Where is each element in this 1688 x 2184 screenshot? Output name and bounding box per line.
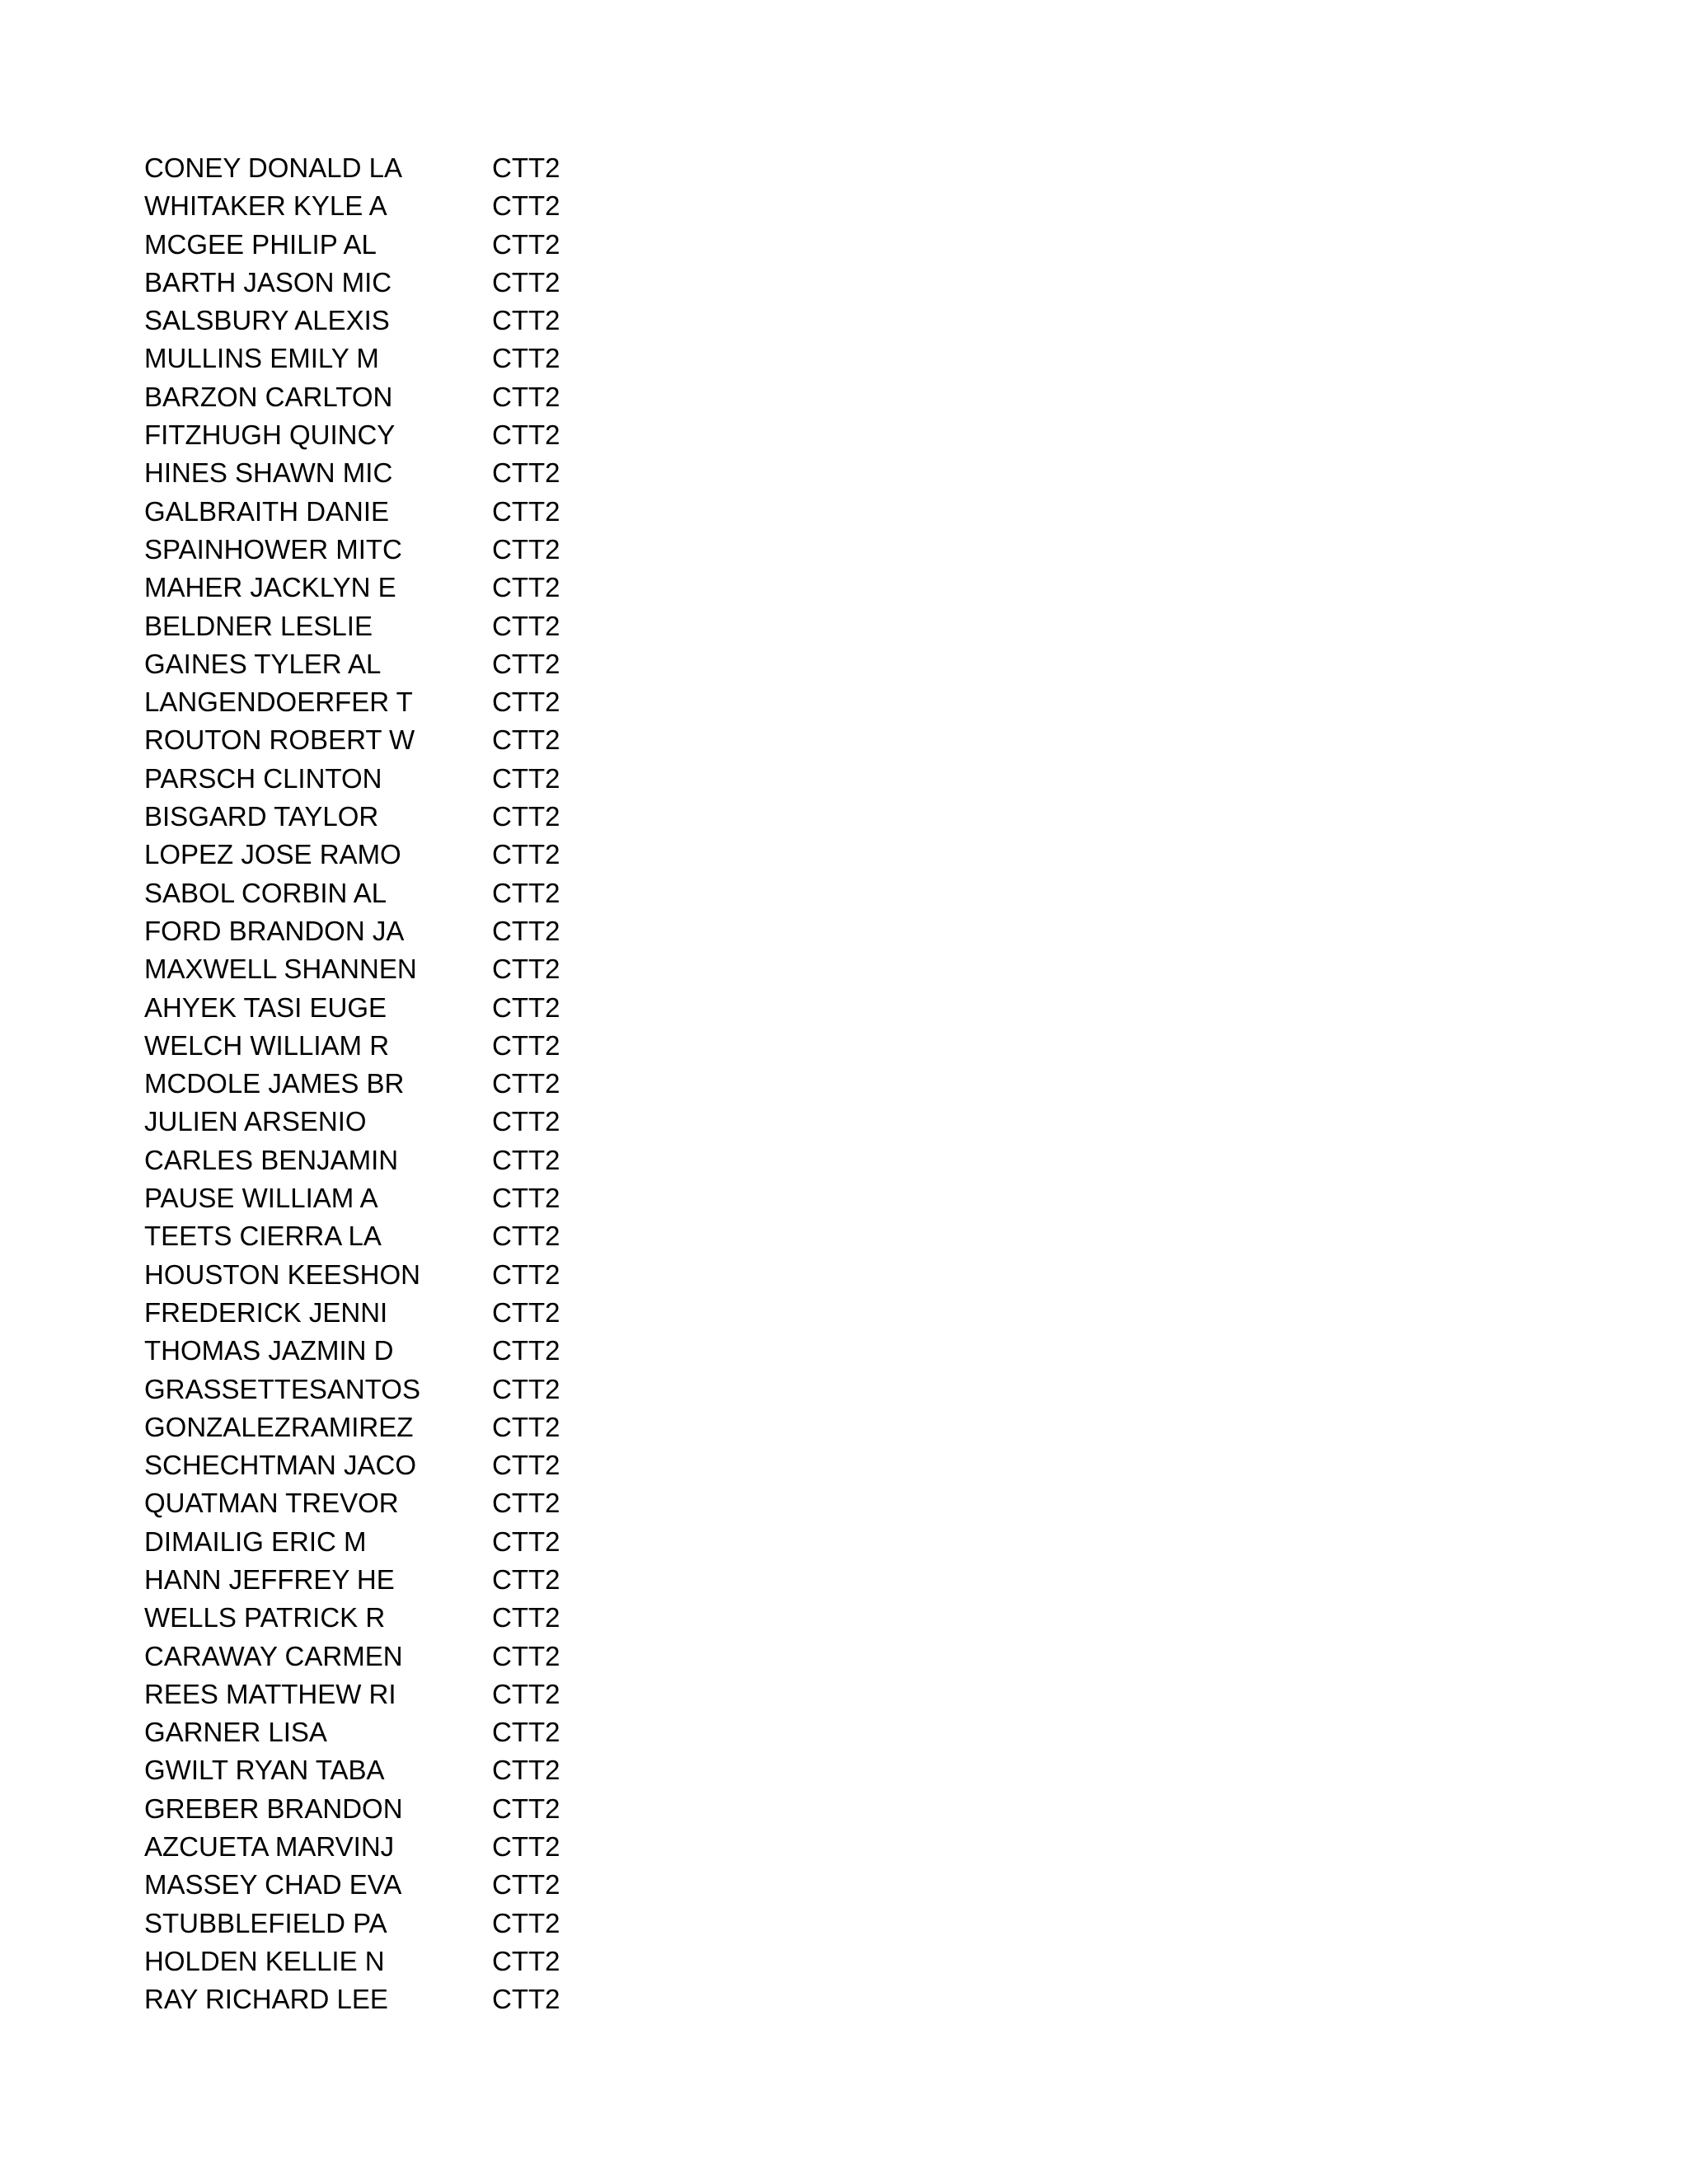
employee-name: LOPEZ JOSE RAMO <box>144 839 401 870</box>
table-row <box>144 226 721 264</box>
table-row <box>144 989 721 1027</box>
employee-name: CONEY DONALD LA <box>144 152 402 183</box>
employee-code: CTT2 <box>492 572 560 603</box>
table-row <box>144 378 721 416</box>
employee-name: GARNER LISA <box>144 1717 327 1748</box>
table-row <box>144 1484 721 1522</box>
employee-name: GONZALEZRAMIREZ <box>144 1411 414 1442</box>
employee-code: CTT2 <box>492 1258 560 1290</box>
employee-name: PAUSE WILLIAM A <box>144 1183 378 1214</box>
table-row <box>144 1371 721 1408</box>
table-row <box>144 1866 721 1904</box>
table-row <box>144 569 721 607</box>
employee-name: CARAWAY CARMEN <box>144 1640 403 1671</box>
employee-name: GAINES TYLER AL <box>144 648 382 679</box>
employee-name: BARZON CARLTON <box>144 381 393 412</box>
employee-code: CTT2 <box>492 1411 560 1442</box>
table-row <box>144 1790 721 1828</box>
table-row <box>144 1561 721 1599</box>
employee-name: MASSEY CHAD EVA <box>144 1869 402 1900</box>
employee-code: CTT2 <box>492 1640 560 1671</box>
table-row <box>144 1751 721 1789</box>
employee-name: MAXWELL SHANNEN <box>144 954 417 985</box>
employee-name: PARSCH CLINTON <box>144 762 382 794</box>
employee-name: WELLS PATRICK R <box>144 1602 386 1633</box>
table-row <box>144 454 721 492</box>
employee-code: CTT2 <box>492 687 560 718</box>
employee-name: HINES SHAWN MIC <box>144 457 393 489</box>
table-row <box>144 1103 721 1141</box>
table-row <box>144 531 721 569</box>
employee-code: CTT2 <box>492 1717 560 1748</box>
employee-name: DIMAILIG ERIC M <box>144 1526 367 1557</box>
employee-code: CTT2 <box>492 419 560 451</box>
employee-code: CTT2 <box>492 343 560 374</box>
employee-name: BELDNER LESLIE <box>144 610 373 641</box>
employee-code: CTT2 <box>492 801 560 832</box>
employee-name: SCHECHTMAN JACO <box>144 1450 417 1481</box>
employee-name: WELCH WILLIAM R <box>144 1029 390 1061</box>
employee-code: CTT2 <box>492 1296 560 1328</box>
employee-code: CTT2 <box>492 839 560 870</box>
employee-name: LANGENDOERFER T <box>144 687 413 718</box>
table-row <box>144 149 721 187</box>
employee-code: CTT2 <box>492 1984 560 2015</box>
employee-name: RAY RICHARD LEE <box>144 1984 388 2015</box>
table-row <box>144 1179 721 1217</box>
employee-name: MCDOLE JAMES BR <box>144 1068 405 1099</box>
table-row <box>144 1217 721 1255</box>
table-row <box>144 1065 721 1103</box>
employee-code: CTT2 <box>492 190 560 222</box>
table-row <box>144 836 721 874</box>
employee-name: STUBBLEFIELD PA <box>144 1907 387 1938</box>
employee-name: BARTH JASON MIC <box>144 266 392 298</box>
employee-code: CTT2 <box>492 610 560 641</box>
employee-name: AHYEK TASI EUGE <box>144 991 387 1023</box>
employee-code: CTT2 <box>492 1068 560 1099</box>
employee-name: THOMAS JAZMIN D <box>144 1335 394 1366</box>
employee-code: CTT2 <box>492 648 560 679</box>
table-row <box>144 683 721 721</box>
employee-code: CTT2 <box>492 1450 560 1481</box>
table-row <box>144 1599 721 1637</box>
table-row <box>144 1141 721 1179</box>
employee-code: CTT2 <box>492 1678 560 1709</box>
employee-name: HANN JEFFREY HE <box>144 1563 395 1595</box>
table-row <box>144 1523 721 1561</box>
table-row <box>144 416 721 454</box>
employee-name: WHITAKER KYLE A <box>144 190 387 222</box>
employee-code: CTT2 <box>492 1526 560 1557</box>
employee-code: CTT2 <box>492 1755 560 1786</box>
employee-code: CTT2 <box>492 1869 560 1900</box>
table-row <box>144 493 721 531</box>
employee-code: CTT2 <box>492 991 560 1023</box>
employee-code: CTT2 <box>492 1488 560 1519</box>
table-row <box>144 874 721 912</box>
table-row <box>144 187 721 225</box>
table-row <box>144 760 721 798</box>
employee-name: BISGARD TAYLOR <box>144 801 379 832</box>
employee-name: TEETS CIERRA LA <box>144 1221 382 1252</box>
table-row <box>144 340 721 377</box>
employee-code: CTT2 <box>492 877 560 908</box>
employee-code: CTT2 <box>492 762 560 794</box>
table-row <box>144 264 721 302</box>
table-row <box>144 798 721 836</box>
employee-code: CTT2 <box>492 1563 560 1595</box>
employee-code: CTT2 <box>492 1144 560 1175</box>
employee-name: JULIEN ARSENIO <box>144 1106 367 1137</box>
table-row <box>144 1943 721 1980</box>
employee-name: MULLINS EMILY M <box>144 343 379 374</box>
employee-name: FORD BRANDON JA <box>144 915 405 946</box>
employee-code: CTT2 <box>492 1907 560 1938</box>
employee-code: CTT2 <box>492 1602 560 1633</box>
employee-name: MAHER JACKLYN E <box>144 572 396 603</box>
employee-code: CTT2 <box>492 915 560 946</box>
employee-name: SABOL CORBIN AL <box>144 877 387 908</box>
table-row <box>144 1446 721 1484</box>
roster-list <box>144 149 721 2019</box>
table-row <box>144 1713 721 1751</box>
table-row <box>144 1638 721 1675</box>
employee-code: CTT2 <box>492 1831 560 1863</box>
employee-code: CTT2 <box>492 1183 560 1214</box>
table-row <box>144 1408 721 1446</box>
employee-code: CTT2 <box>492 457 560 489</box>
table-row <box>144 1980 721 2018</box>
employee-name: GWILT RYAN TABA <box>144 1755 385 1786</box>
table-row <box>144 1905 721 1943</box>
employee-name: FITZHUGH QUINCY <box>144 419 396 451</box>
employee-name: GALBRAITH DANIE <box>144 495 390 527</box>
table-row <box>144 1675 721 1713</box>
employee-name: HOLDEN KELLIE N <box>144 1945 385 1976</box>
employee-code: CTT2 <box>492 1029 560 1061</box>
table-row <box>144 721 721 759</box>
employee-code: CTT2 <box>492 1106 560 1137</box>
table-row <box>144 645 721 683</box>
employee-code: CTT2 <box>492 266 560 298</box>
employee-name: GRASSETTESANTOS <box>144 1373 420 1404</box>
employee-code: CTT2 <box>492 1793 560 1824</box>
employee-name: SPAINHOWER MITC <box>144 533 402 565</box>
employee-code: CTT2 <box>492 305 560 336</box>
table-row <box>144 1027 721 1065</box>
employee-name: QUATMAN TREVOR <box>144 1488 399 1519</box>
employee-code: CTT2 <box>492 228 560 260</box>
table-row <box>144 912 721 950</box>
employee-code: CTT2 <box>492 1335 560 1366</box>
employee-code: CTT2 <box>492 381 560 412</box>
employee-code: CTT2 <box>492 724 560 756</box>
employee-code: CTT2 <box>492 954 560 985</box>
employee-name: MCGEE PHILIP AL <box>144 228 377 260</box>
employee-name: GREBER BRANDON <box>144 1793 403 1824</box>
employee-code: CTT2 <box>492 1945 560 1976</box>
table-row <box>144 607 721 645</box>
table-row <box>144 950 721 988</box>
employee-code: CTT2 <box>492 152 560 183</box>
employee-code: CTT2 <box>492 495 560 527</box>
employee-name: CARLES BENJAMIN <box>144 1144 399 1175</box>
employee-name: ROUTON ROBERT W <box>144 724 415 756</box>
employee-name: HOUSTON KEESHON <box>144 1258 420 1290</box>
table-row <box>144 1256 721 1294</box>
table-row <box>144 1828 721 1866</box>
employee-code: CTT2 <box>492 1221 560 1252</box>
table-row <box>144 302 721 340</box>
table-row <box>144 1332 721 1370</box>
employee-name: AZCUETA MARVINJ <box>144 1831 395 1863</box>
employee-name: FREDERICK JENNI <box>144 1296 388 1328</box>
employee-code: CTT2 <box>492 533 560 565</box>
employee-name: REES MATTHEW RI <box>144 1678 396 1709</box>
employee-code: CTT2 <box>492 1373 560 1404</box>
table-row <box>144 1294 721 1332</box>
employee-name: SALSBURY ALEXIS <box>144 305 390 336</box>
